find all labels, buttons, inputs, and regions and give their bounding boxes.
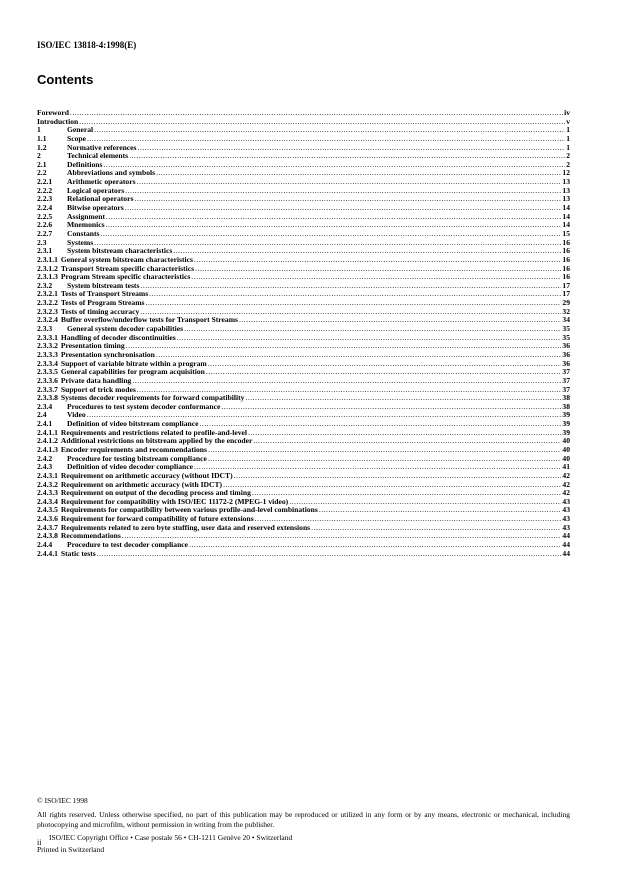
toc-entry-title: Procedures to test system decoder conformance — [67, 401, 221, 411]
toc-entry-title: Relational operators — [67, 194, 134, 204]
toc-leader-dots — [208, 360, 562, 369]
toc-entry-number: 2.3.4 — [37, 401, 53, 411]
toc-entry-page: 41 — [562, 462, 570, 472]
toc-entry-title: Support of trick modes — [60, 384, 136, 394]
toc-entry-number: 2.1 — [37, 159, 47, 169]
toc-entry-page: 37 — [562, 367, 570, 377]
toc-leader-dots — [234, 472, 562, 481]
toc-entry-number: 2.3.2.1 — [37, 289, 58, 299]
toc-leader-dots — [194, 256, 561, 265]
toc-entry-page: iv — [564, 108, 570, 117]
toc-entry-page: 40 — [562, 436, 570, 446]
toc-entry-number: 2.4.1 — [37, 419, 53, 429]
toc-leader-dots — [125, 204, 562, 213]
toc-entry-number: 1.1 — [37, 133, 47, 143]
toc-entry-number: 2.4.3.5 — [37, 505, 58, 515]
toc-entry-title: General — [67, 125, 94, 135]
toc-entry-page: 39 — [562, 419, 570, 429]
toc-leader-dots — [70, 109, 563, 118]
toc-entry-number: 2.4.2 — [37, 453, 53, 463]
toc-entry-title: Video — [67, 410, 86, 420]
table-of-contents — [37, 109, 570, 558]
rights-statement: All rights reserved. Unless otherwise specified, no part of this publication may be reproduced or utilized in any form or by any means, electronic or mechanical, including photocopying and microfilm, without permission in writing from the publisher. — [37, 809, 570, 829]
toc-entry-title: Systems decoder requirements for forward compatibility — [60, 393, 245, 403]
toc-leader-dots — [145, 299, 561, 308]
toc-entry-title: Support of variable bitrate within a program — [60, 358, 207, 368]
toc-leader-dots — [239, 316, 561, 325]
toc-entry-title: Foreword — [37, 108, 69, 117]
toc-entry[interactable] — [37, 109, 570, 118]
toc-entry-number: 2.3.3.4 — [37, 358, 58, 368]
toc-leader-dots — [208, 446, 561, 455]
toc-entry-number: 2.3.2 — [37, 280, 53, 290]
toc-leader-dots — [223, 481, 561, 490]
toc-leader-dots — [184, 325, 561, 334]
toc-entry-number: 1 — [37, 125, 41, 135]
toc-entry-title: Tests of Program Streams — [60, 298, 145, 308]
toc-leader-dots — [103, 161, 565, 170]
toc-entry[interactable] — [37, 221, 570, 230]
toc-leader-dots — [79, 118, 565, 127]
toc-entry-title: Definition of video bitstream compliance — [67, 419, 199, 429]
toc-entry-title: Requirements related to zero byte stuffing, user data and reserved extensions — [60, 522, 311, 532]
toc-entry-page: 14 — [562, 211, 570, 221]
toc-entry-page: 40 — [562, 444, 570, 454]
toc-leader-dots — [140, 282, 561, 291]
toc-entry-number: 2.3.1.3 — [37, 272, 58, 282]
toc-entry-page: 43 — [562, 522, 570, 532]
toc-entry-page: 2 — [566, 151, 570, 161]
toc-entry-page: 17 — [562, 280, 570, 290]
toc-entry-title: Definitions — [67, 159, 103, 169]
toc-entry-number: 2.3.3.1 — [37, 332, 58, 342]
toc-entry-title: System bitstream tests — [67, 280, 140, 290]
toc-entry-title: Static tests — [60, 548, 96, 558]
toc-entry-title: Normative references — [67, 142, 137, 152]
toc-entry-page: 34 — [562, 315, 570, 325]
toc-entry-title: Requirement for forward compatibility of future extensions — [60, 514, 254, 524]
toc-entry[interactable] — [37, 403, 570, 412]
toc-entry-page: 16 — [562, 254, 570, 264]
toc-entry-number: 2.4.3.2 — [37, 479, 58, 489]
toc-entry[interactable] — [37, 126, 570, 135]
toc-leader-dots — [156, 169, 561, 178]
toc-leader-dots — [97, 550, 562, 559]
toc-entry-title: System bitstream characteristics — [67, 246, 173, 256]
toc-entry[interactable] — [37, 230, 570, 239]
toc-entry-page: 37 — [562, 375, 570, 385]
toc-entry-page: 42 — [562, 470, 570, 480]
toc-entry-title: General capabilities for program acquisition — [60, 367, 205, 377]
toc-entry-page: v — [566, 116, 570, 126]
toc-entry-number: 2.3.3.6 — [37, 375, 58, 385]
toc-entry-page: 1 — [566, 125, 570, 135]
toc-entry-title: Requirement on arithmetic accuracy (without IDCT) — [60, 470, 233, 480]
toc-entry-page: 13 — [562, 177, 570, 187]
toc-entry-title: Logical operators — [67, 185, 125, 195]
toc-entry-page: 36 — [562, 349, 570, 359]
toc-entry-number: 2.2.2 — [37, 185, 53, 195]
toc-entry-title: Transport Stream specific characteristics — [60, 263, 195, 273]
toc-leader-dots — [289, 498, 561, 507]
toc-entry-title: Requirement on output of the decoding process and timing — [60, 488, 251, 498]
toc-entry-title: Tests of Transport Streams — [60, 289, 149, 299]
toc-entry-title: Systems — [67, 237, 94, 247]
toc-entry-title: Presentation timing — [60, 341, 125, 351]
toc-entry-page: 35 — [562, 332, 570, 342]
toc-entry-number: 2.4.4 — [37, 540, 53, 550]
toc-entry-title: Requirements and restrictions related to profile-and-level — [60, 427, 247, 437]
toc-entry-page: 43 — [562, 514, 570, 524]
toc-leader-dots — [208, 455, 562, 464]
toc-entry-title: Scope — [67, 133, 86, 143]
toc-entry-page: 15 — [562, 228, 570, 238]
toc-entry-number: 2.3 — [37, 237, 47, 247]
toc-entry-title: Requirements for compatibility between various profile-and-level combinations — [60, 505, 318, 515]
toc-leader-dots — [177, 334, 562, 343]
toc-entry-page: 43 — [562, 505, 570, 515]
toc-entry-page: 13 — [562, 194, 570, 204]
toc-entry-number: 2.4.1.2 — [37, 436, 58, 446]
toc-entry-title: Procedure for testing bitstream compliance — [67, 453, 207, 463]
copyright-office-address: ISO/IEC Copyright Office • Case postale 56 • CH-1211 Genève 20 • Switzerland — [49, 832, 293, 842]
toc-leader-dots — [319, 506, 562, 515]
toc-entry-page: 1 — [566, 142, 570, 152]
toc-leader-dots — [206, 368, 562, 377]
toc-entry-page: 36 — [562, 358, 570, 368]
toc-entry[interactable] — [37, 213, 570, 222]
toc-entry-page: 43 — [562, 496, 570, 506]
toc-entry-title: Arithmetic operators — [67, 177, 136, 187]
toc-leader-dots — [189, 541, 561, 550]
toc-entry-page: 16 — [562, 237, 570, 247]
toc-entry-title: Mnemonics — [67, 220, 105, 230]
toc-entry-number: 2.2.7 — [37, 228, 53, 238]
toc-entry-title: Bitwise operators — [67, 203, 124, 213]
toc-entry-number: 2 — [37, 151, 41, 161]
toc-entry-number: 2.2.6 — [37, 220, 53, 230]
toc-entry-title: Private data handling — [60, 375, 132, 385]
toc-entry-title: Assignment — [67, 211, 105, 221]
toc-entry-page: 39 — [562, 410, 570, 420]
printed-in: Printed in Switzerland — [37, 845, 105, 854]
toc-entry-number: 2.3.3.7 — [37, 384, 58, 394]
toc-entry-page: 16 — [562, 263, 570, 273]
toc-entry[interactable] — [37, 550, 570, 559]
toc-entry-number: 2.2.3 — [37, 194, 53, 204]
toc-entry[interactable] — [37, 152, 570, 161]
toc-entry-number: 2.3.1.2 — [37, 263, 58, 273]
toc-entry-page: 16 — [562, 246, 570, 256]
toc-entry-number: 2.4.3.7 — [37, 522, 58, 532]
toc-leader-dots — [134, 195, 561, 204]
toc-entry-page: 42 — [562, 488, 570, 498]
toc-entry-page: 1 — [566, 133, 570, 143]
toc-entry-page: 44 — [562, 548, 570, 558]
toc-leader-dots — [245, 394, 561, 403]
toc-entry-title: Introduction — [37, 116, 79, 126]
toc-entry-page: 16 — [562, 272, 570, 282]
toc-leader-dots — [199, 420, 561, 429]
toc-leader-dots — [149, 290, 561, 299]
toc-leader-dots — [137, 178, 562, 187]
toc-entry-title: Recommendations — [60, 531, 121, 541]
toc-entry-title: Handling of decoder discontinuities — [60, 332, 176, 342]
toc-leader-dots — [106, 221, 562, 230]
toc-entry[interactable] — [37, 204, 570, 213]
toc-leader-dots — [194, 463, 561, 472]
toc-entry-title: Additional restrictions on bitstream applied by the encoder — [60, 436, 253, 446]
toc-entry-page: 29 — [562, 298, 570, 308]
toc-entry-page: 38 — [562, 401, 570, 411]
toc-leader-dots — [101, 230, 562, 239]
toc-entry-number: 2.2 — [37, 168, 47, 178]
toc-entry-number: 2.2.1 — [37, 177, 53, 187]
toc-entry-title: Constants — [67, 228, 100, 238]
toc-entry-page: 35 — [562, 324, 570, 334]
toc-entry-number: 2.3.2.3 — [37, 306, 58, 316]
toc-entry-page: 12 — [562, 168, 570, 178]
toc-entry-number: 2.3.3.2 — [37, 341, 58, 351]
toc-entry-title: Encoder requirements and recommendations — [60, 444, 207, 454]
toc-entry-title: Presentation synchronisation — [60, 349, 155, 359]
toc-entry-page: 14 — [562, 220, 570, 230]
toc-leader-dots — [221, 403, 561, 412]
toc-entry-number: 2.4.3.8 — [37, 531, 58, 541]
toc-entry-number: 2.4.4.1 — [37, 548, 58, 558]
toc-entry-title: Definition of video decoder compliance — [67, 462, 193, 472]
toc-leader-dots — [195, 265, 561, 274]
toc-leader-dots — [87, 135, 565, 144]
toc-entry-number: 2.3.3.8 — [37, 393, 58, 403]
toc-entry-number: 2.3.3.5 — [37, 367, 58, 377]
toc-entry-page: 32 — [562, 306, 570, 316]
toc-entry-number: 2.4.3.4 — [37, 496, 58, 506]
toc-entry-number: 2.3.3.3 — [37, 349, 58, 359]
toc-leader-dots — [132, 377, 561, 386]
toc-entry-page: 14 — [562, 203, 570, 213]
toc-leader-dots — [311, 524, 561, 533]
toc-entry-title: Requirement on arithmetic accuracy (with IDCT) — [60, 479, 223, 489]
toc-entry-number: 2.2.5 — [37, 211, 53, 221]
toc-entry-number: 2.4.3.1 — [37, 470, 58, 480]
page-number: ii — [37, 838, 42, 847]
toc-entry-page: 36 — [562, 341, 570, 351]
toc-entry-title: Buffer overflow/underflow tests for Transport Streams — [60, 315, 238, 325]
toc-entry-page: 42 — [562, 479, 570, 489]
toc-leader-dots — [248, 429, 561, 438]
toc-entry-number: 2.4.3.3 — [37, 488, 58, 498]
toc-entry-title: General system decoder capabilities — [67, 324, 184, 334]
copyright-footer — [37, 796, 570, 856]
toc-entry-number: 2.3.3 — [37, 324, 53, 334]
toc-entry[interactable] — [37, 118, 570, 127]
toc-entry-number: 2.4.3 — [37, 462, 53, 472]
toc-entry-page: 17 — [562, 289, 570, 299]
toc-entry-number: 2.4.1.1 — [37, 427, 58, 437]
toc-entry-number: 2.3.2.2 — [37, 298, 58, 308]
toc-leader-dots — [156, 351, 561, 360]
toc-entry-number: 1.2 — [37, 142, 47, 152]
toc-entry-page: 2 — [566, 159, 570, 169]
toc-entry-title: General system bitstream characteristics — [60, 254, 193, 264]
toc-entry-title: Technical elements — [67, 151, 129, 161]
toc-leader-dots — [138, 144, 566, 153]
toc-entry-title: Abbreviations and symbols — [67, 168, 156, 178]
toc-entry-number: 2.4.3.6 — [37, 514, 58, 524]
toc-entry-number: 2.3.1.1 — [37, 254, 58, 264]
copyright-line: © ISO/IEC 1998 — [37, 796, 88, 805]
toc-entry-page: 44 — [562, 531, 570, 541]
toc-entry-page: 38 — [562, 393, 570, 403]
toc-entry-number: 2.4 — [37, 410, 47, 420]
toc-entry-number: 2.2.4 — [37, 203, 53, 213]
toc-entry-page: 40 — [562, 453, 570, 463]
toc-entry-page: 39 — [562, 427, 570, 437]
toc-leader-dots — [126, 342, 562, 351]
toc-leader-dots — [173, 247, 561, 256]
toc-leader-dots — [94, 126, 565, 135]
toc-leader-dots — [129, 152, 565, 161]
toc-leader-dots — [125, 187, 561, 196]
toc-entry-title: Program Stream specific characteristics — [60, 272, 191, 282]
toc-entry-number: 2.3.2.4 — [37, 315, 58, 325]
toc-entry-page: 44 — [562, 540, 570, 550]
toc-entry-page: 37 — [562, 384, 570, 394]
contents-heading: Contents — [37, 72, 94, 87]
toc-entry-page: 13 — [562, 185, 570, 195]
toc-entry-title: Procedure to test decoder compliance — [67, 540, 189, 550]
toc-entry-title: Tests of timing accuracy — [60, 306, 140, 316]
toc-entry-number: 2.3.1 — [37, 246, 53, 256]
toc-entry-number: 2.4.1.3 — [37, 444, 58, 454]
toc-entry-title: Requirement for compatibility with ISO/IEC 11172-2 (MPEG-1 video) — [60, 496, 289, 506]
toc-entry[interactable] — [37, 541, 570, 550]
toc-leader-dots — [191, 273, 561, 282]
toc-leader-dots — [106, 213, 561, 222]
toc-leader-dots — [252, 489, 562, 498]
document-id: ISO/IEC 13818-4:1998(E) — [37, 40, 137, 50]
toc-leader-dots — [253, 437, 561, 446]
